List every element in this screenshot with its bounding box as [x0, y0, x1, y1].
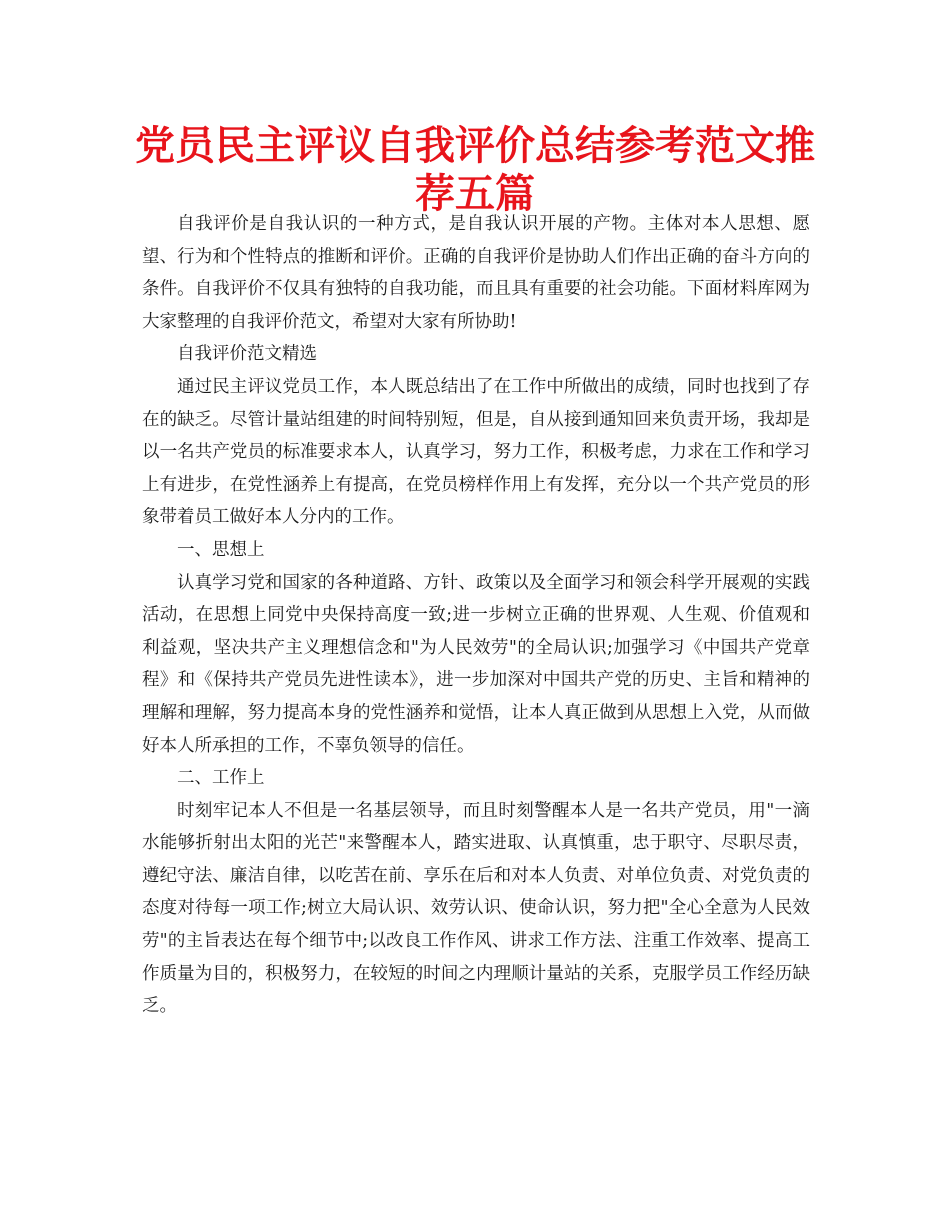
paragraph-heading-work: 二、工作上	[177, 768, 265, 789]
paragraph-intro: 自我评价是自我认识的一种方式，是自我认识开展的产物。主体对本人思想、愿望、行为和个性特点的推断和评价。正确的自我评价是协助人们作出正确的奋斗方向的条件。自我评价不仅具有独特的自我功能，而且具有重要的社会功能。下面材料库网为大家整理的自我评价范文，希望对大家有所协助!	[142, 214, 810, 332]
paragraph-thought: 认真学习党和国家的各种道路、方针、政策以及全面学习和领会科学开展观的实践活动，在思想上同党中央保持高度一致;进一步树立正确的世界观、人生观、价值观和利益观，坚决共产主义理想信念和"为人民效劳"的全局认识;加强学习《中国共产党章程》和《保持共产党员先进性读本》，进一步加深对中国共产党的历史、主旨和精神的理解和理解，努力提高本身的党性涵养和觉悟，让本人真正做到从思想上入党，从而做好本人所承担的工作，不辜负领导的信任。	[142, 572, 810, 756]
document-title: 党员民主评议自我评价总结参考范文推荐五篇	[135, 123, 815, 217]
paragraph-work: 时刻牢记本人不但是一名基层领导，而且时刻警醒本人是一名共产党员，用"一滴水能够折射出太阳的光芒"来警醒本人，踏实进取、认真慎重，忠于职守、尽职尽责，遵纪守法、廉洁自律，以吃苦在前、享乐在后和对本人负责、对单位负责、对党负责的态度对待每一项工作;树立大局认识、效劳认识、使命认识，努力把"全心全意为人民效劳"的主旨表达在每个细节中;以改良工作作风、讲求工作方法、注重工作效率、提高工作质量为目的，积极努力，在较短的时间之内理顺计量站的关系，克服学员工作经历缺乏。	[142, 800, 810, 1017]
document-body	[142, 208, 810, 1023]
paragraph-summary: 通过民主评议党员工作，本人既总结出了在工作中所做出的成绩，同时也找到了存在的缺乏。尽管计量站组建的时间特别短，但是，自从接到通知回来负责开场，我却是以一名共产党员的标准要求本人，认真学习，努力工作，积极考虑，力求在工作和学习上有进步，在党性涵养上有提高，在党员榜样作用上有发挥，充分以一个共产党员的形象带着员工做好本人分内的工作。	[142, 376, 810, 528]
paragraph-section-heading: 自我评价范文精选	[177, 344, 317, 365]
paragraph-heading-thought: 一、思想上	[177, 539, 265, 560]
